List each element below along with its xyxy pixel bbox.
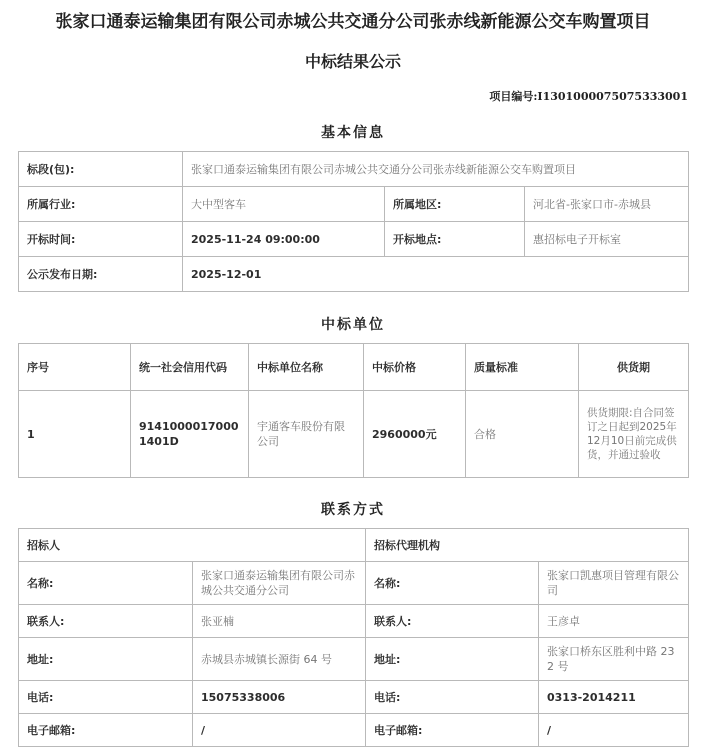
section-title-basic-info: 基本信息 [321,125,385,141]
supply-period-text: 供货期限:自合同签订之日起到2025年12月10日前完成供货，并通过验收 [587,407,677,461]
cell-quality: 合格 [466,391,579,478]
contact-table [18,528,689,747]
table-header-row [19,529,689,562]
lot-value: 张家口通泰运输集团有限公司赤城公共交通分公司张赤线新能源公交车购置项目 [183,152,689,187]
industry-value: 大中型客车 [183,187,385,222]
winner-table [18,343,689,478]
group-header-agency: 招标代理机构 [366,529,689,562]
tenderee-phone-label: 电话: [19,681,193,714]
tenderee-email-label: 电子邮箱: [19,714,193,747]
table-row [19,681,689,714]
agency-address-label: 地址: [366,638,539,681]
agency-name-label: 名称: [366,562,539,605]
cell-index: 1 [19,391,131,478]
table-row [19,152,689,187]
agency-address-value: 张家口桥东区胜利中路 232 号 [539,638,689,681]
col-header-credit-code: 统一社会信用代码 [131,344,249,391]
open-place-label: 开标地点: [385,222,525,257]
tenderee-name-label: 名称: [19,562,193,605]
col-header-price: 中标价格 [364,344,466,391]
agency-phone-value: 0313-2014211 [539,681,689,714]
basic-info-table [18,151,689,292]
tenderee-address-label: 地址: [19,638,193,681]
tenderee-person-value: 张亚楠 [193,605,366,638]
tenderee-email-value: / [193,714,366,747]
project-number-value: I1301000075075333001 [537,90,688,103]
cell-supply-period [579,391,689,478]
open-place-value: 惠招标电子开标室 [525,222,689,257]
tenderee-name-value: 张家口通泰运输集团有限公司赤城公共交通分公司 [193,562,366,605]
page-subtitle: 中标结果公示 [304,52,401,71]
open-time-value: 2025-11-24 09:00:00 [183,222,385,257]
industry-label: 所属行业: [19,187,183,222]
tenderee-address-value: 赤城县赤城镇长源街 64 号 [193,638,366,681]
agency-person-value: 王彦卓 [539,605,689,638]
table-row [19,562,689,605]
cell-company: 宇通客车股份有限公司 [249,391,364,478]
region-value: 河北省-张家口市-赤城县 [525,187,689,222]
publish-date-value: 2025-12-01 [183,257,689,292]
group-header-tenderee: 招标人 [19,529,366,562]
cell-price: 2960000元 [364,391,466,478]
table-row [19,391,689,478]
table-row [19,605,689,638]
agency-email-value: / [539,714,689,747]
table-row [19,222,689,257]
table-header-row [19,344,689,391]
document-page [0,9,706,747]
tenderee-phone-value: 15075338006 [193,681,366,714]
cell-credit-code: 91410000170001401D [131,391,249,478]
agency-phone-label: 电话: [366,681,539,714]
region-label: 所属地区: [385,187,525,222]
col-header-supply-period: 供货期 [579,344,689,391]
section-title-winner: 中标单位 [321,317,385,333]
lot-label: 标段(包): [19,152,183,187]
agency-name-value: 张家口凯惠项目管理有限公司 [539,562,689,605]
table-row [19,638,689,681]
open-time-label: 开标时间: [19,222,183,257]
table-row [19,714,689,747]
agency-email-label: 电子邮箱: [366,714,539,747]
page-title: 张家口通泰运输集团有限公司赤城公共交通分公司张赤线新能源公交车购置项目 [55,12,651,32]
col-header-company: 中标单位名称 [249,344,364,391]
project-number-label: 项目编号: [489,90,538,103]
section-title-contact: 联系方式 [321,502,385,518]
col-header-index: 序号 [19,344,131,391]
project-number [0,88,688,104]
agency-person-label: 联系人: [366,605,539,638]
col-header-quality: 质量标准 [466,344,579,391]
publish-date-label: 公示发布日期: [19,257,183,292]
tenderee-person-label: 联系人: [19,605,193,638]
table-row [19,257,689,292]
table-row [19,187,689,222]
